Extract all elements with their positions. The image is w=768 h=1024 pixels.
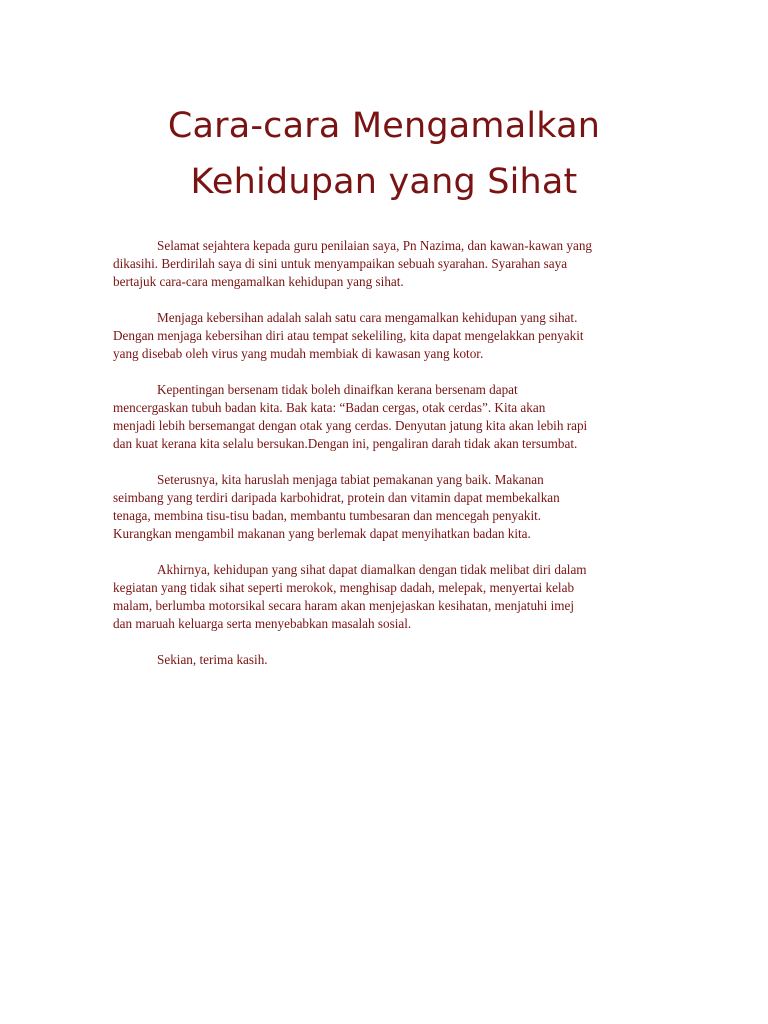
- paragraph-line: kegiatan yang tidak sihat seperti merokok, menghisap dadah, melepak, menyertai kelab: [113, 580, 575, 595]
- paragraph-closing: [113, 651, 658, 669]
- paragraph-line: yang disebab oleh virus yang mudah membiak di kawasan yang kotor.: [113, 346, 484, 361]
- paragraph-line: Dengan menjaga kebersihan diri atau tempat sekeliling, kita dapat mengelakkan penyakit: [113, 328, 584, 343]
- paragraph-cleanliness: [113, 309, 658, 363]
- paragraph-line: Seterusnya, kita haruslah menjaga tabiat pemakanan yang baik. Makanan: [157, 472, 544, 487]
- paragraph-diet: [113, 471, 658, 543]
- paragraph-line: mencergaskan tubuh badan kita. Bak kata: “Badan cergas, otak cerdas”. Kita akan: [113, 400, 546, 415]
- document-title: [0, 98, 768, 210]
- paragraph-line: Sekian, terima kasih.: [157, 652, 268, 667]
- paragraph-line: dan maruah keluarga serta menyebabkan masalah sosial.: [113, 616, 412, 631]
- paragraph-line: dikasihi. Berdirilah saya di sini untuk menyampaikan sebuah syarahan. Syarahan saya: [113, 256, 568, 271]
- paragraph-exercise: [113, 381, 658, 453]
- paragraph-line: malam, berlumba motorsikal secara haram akan menjejaskan kesihatan, menjatuhi imej: [113, 598, 575, 613]
- title-line-1: Cara-cara Mengamalkan: [167, 106, 601, 146]
- paragraph-line: seimbang yang terdiri daripada karbohidrat, protein dan vitamin dapat membekalkan: [113, 490, 560, 505]
- paragraph-line: bertajuk cara-cara mengamalkan kehidupan yang sihat.: [113, 274, 404, 289]
- paragraph-line: menjadi lebih bersemangat dengan otak yang cerdas. Denyutan jatung kita akan lebih rapi: [113, 418, 588, 433]
- paragraph-line: dan kuat kerana kita selalu bersukan.Dengan ini, pengaliran darah tidak akan tersumbat.: [113, 436, 578, 451]
- paragraph-line: Selamat sejahtera kepada guru penilaian saya, Pn Nazima, dan kawan-kawan yang: [157, 238, 593, 253]
- paragraph-line: Akhirnya, kehidupan yang sihat dapat diamalkan dengan tidak melibat diri dalam: [157, 562, 587, 577]
- paragraph-line: Kurangkan mengambil makanan yang berlemak dapat menyihatkan badan kita.: [113, 526, 531, 541]
- paragraph-line: Menjaga kebersihan adalah salah satu cara mengamalkan kehidupan yang sihat.: [157, 310, 578, 325]
- paragraph-line: tenaga, membina tisu-tisu badan, membantu tumbesaran dan mencegah penyakit.: [113, 508, 542, 523]
- paragraph-greeting: [113, 237, 658, 291]
- document-body: [113, 237, 658, 687]
- paragraph-line: Kepentingan bersenam tidak boleh dinaifkan kerana bersenam dapat: [157, 382, 518, 397]
- title-line-2: Kehidupan yang Sihat: [190, 162, 578, 202]
- paragraph-conclusion: [113, 561, 658, 633]
